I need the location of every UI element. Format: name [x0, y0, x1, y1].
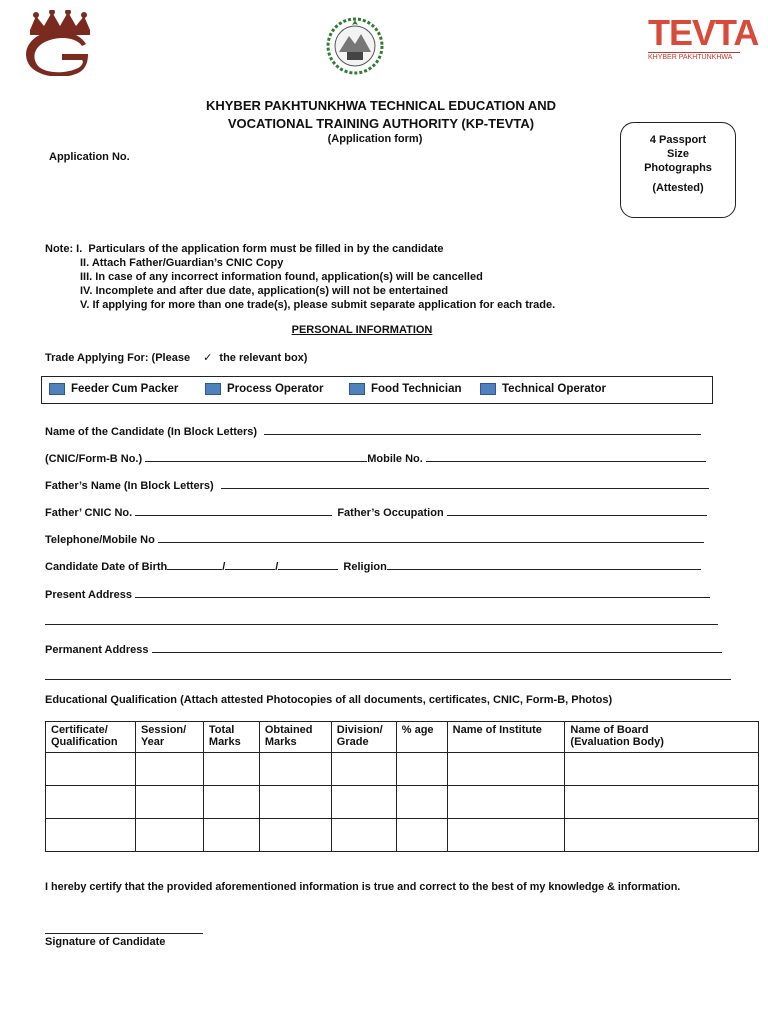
trade-option-process-operator[interactable] [205, 383, 324, 395]
application-no-label: Application No. [49, 151, 130, 163]
field-father-cnic [45, 503, 707, 519]
telephone-label: Telephone/Mobile No [45, 534, 155, 546]
table-cell[interactable] [447, 753, 565, 786]
mobile-label: Mobile No. [367, 453, 423, 465]
note-item: III. In case of any incorrect information found, application(s) will be cancelled [80, 271, 483, 283]
present-address-line2[interactable] [45, 624, 718, 625]
section-title: PERSONAL INFORMATION [291, 324, 433, 336]
header-subtitle: (Application form) [327, 133, 423, 145]
field-telephone [45, 530, 704, 546]
table-cell[interactable] [259, 819, 331, 852]
note-prefix: Note: I. [45, 243, 83, 255]
permanent-address-label: Permanent Address [45, 644, 149, 656]
dob-separator: / [275, 561, 279, 573]
father-occupation-label: Father’s Occupation [337, 507, 444, 519]
table-cell[interactable] [331, 753, 396, 786]
signature-label: Signature of Candidate [45, 936, 166, 948]
photo-box-line1: 4 Passport [649, 134, 707, 146]
dob-month-line[interactable] [225, 557, 275, 570]
father-occupation-input-line[interactable] [447, 503, 707, 516]
telephone-input-line[interactable] [158, 530, 704, 543]
note-item: IV. Incomplete and after due date, application(s) will not be entertained [80, 285, 449, 297]
photo-box-line4: (Attested) [652, 182, 704, 194]
note-text: Particulars of the application form must be filled in by the candidate [88, 243, 444, 255]
permanent-address-line2[interactable] [45, 679, 731, 680]
table-header-cell: Division/ Grade [331, 722, 396, 753]
table-cell[interactable] [331, 786, 396, 819]
note-item: II. Attach Father/Guardian’s CNIC Copy [80, 257, 284, 269]
table-header-cell: Obtained Marks [259, 722, 331, 753]
table-cell[interactable] [135, 819, 203, 852]
checkbox-icon[interactable] [349, 383, 365, 395]
field-father-name [45, 476, 709, 492]
table-cell[interactable] [203, 753, 259, 786]
education-title: Educational Qualification (Attach attested Photocopies of all documents, certificates, CNIC, Form-B, Photos) [45, 694, 613, 706]
signature-line[interactable] [45, 933, 203, 934]
table-cell[interactable] [447, 819, 565, 852]
cnic-input-line[interactable] [145, 449, 367, 462]
trade-option-food-technician[interactable] [349, 383, 462, 395]
kp-emblem [325, 16, 385, 76]
table-cell[interactable] [565, 753, 759, 786]
father-name-input-line[interactable] [221, 476, 709, 489]
table-cell[interactable] [46, 786, 136, 819]
field-name [45, 422, 701, 438]
trade-label-before: Trade Applying For: (Please [45, 352, 191, 364]
checkbox-icon[interactable] [480, 383, 496, 395]
table-cell[interactable] [46, 819, 136, 852]
cnic-label: (CNIC/Form-B No.) [45, 453, 143, 465]
trade-label-after: the relevant box) [219, 352, 308, 364]
tevta-logo [648, 12, 759, 66]
field-present-address [45, 585, 710, 601]
table-header-cell: Certificate/ Qualification [46, 722, 136, 753]
photo-box-line2: Size [666, 148, 689, 160]
dob-day-line[interactable] [167, 557, 222, 570]
note-item [45, 242, 555, 256]
table-cell[interactable] [259, 786, 331, 819]
religion-input-line[interactable] [387, 557, 701, 570]
table-cell[interactable] [447, 786, 565, 819]
trade-option-label: Process Operator [227, 383, 324, 396]
table-cell[interactable] [135, 753, 203, 786]
education-table [45, 721, 759, 852]
table-cell[interactable] [203, 786, 259, 819]
tevta-logo-text: TEVTA [648, 12, 759, 53]
table-cell[interactable] [565, 786, 759, 819]
trade-option-label: Feeder Cum Packer [71, 383, 179, 396]
header-line1: KHYBER PAKHTUNKHWA TECHNICAL EDUCATION AND [205, 98, 557, 113]
table-header-cell: Session/ Year [135, 722, 203, 753]
tevta-logo-subtitle: KHYBER PAKHTUNKHWA [648, 52, 740, 61]
field-dob [45, 557, 701, 573]
mobile-input-line[interactable] [426, 449, 706, 462]
table-header-cell: Name of Board (Evaluation Body) [565, 722, 759, 753]
trade-option-feeder-cum-packer[interactable] [49, 383, 178, 395]
table-row [46, 753, 759, 786]
table-row [46, 819, 759, 852]
dob-label: Candidate Date of Birth [45, 561, 168, 573]
table-header-cell: Name of Institute [447, 722, 565, 753]
table-cell[interactable] [203, 819, 259, 852]
present-address-label: Present Address [45, 589, 133, 601]
trade-option-technical-operator[interactable] [480, 383, 606, 395]
trade-option-label: Technical Operator [502, 383, 606, 396]
table-cell[interactable] [259, 753, 331, 786]
trade-option-label: Food Technician [371, 383, 462, 396]
checkbox-icon[interactable] [49, 383, 65, 395]
header-line2: VOCATIONAL TRAINING AUTHORITY (KP-TEVTA) [227, 116, 535, 131]
note-item: V. If applying for more than one trade(s), please submit separate application for each trade. [80, 299, 556, 311]
checkbox-icon[interactable] [205, 383, 221, 395]
notes-block [45, 242, 555, 312]
field-permanent-address [45, 640, 722, 656]
table-cell[interactable] [396, 786, 447, 819]
dob-separator: / [222, 561, 226, 573]
photo-box-line3: Photographs [644, 162, 712, 174]
dob-year-line[interactable] [278, 557, 338, 570]
table-header-cell: % age [396, 722, 447, 753]
table-cell[interactable] [565, 819, 759, 852]
table-row [46, 786, 759, 819]
trade-label [45, 351, 307, 364]
father-cnic-label: Father’ CNIC No. [45, 507, 133, 519]
checkmark-icon: ✓ [203, 352, 213, 364]
table-cell[interactable] [396, 819, 447, 852]
photo-box [620, 122, 736, 218]
table-cell[interactable] [46, 753, 136, 786]
religion-label: Religion [343, 561, 387, 573]
table-cell[interactable] [135, 786, 203, 819]
table-header-row [46, 722, 759, 753]
trade-options-box [41, 376, 713, 404]
table-cell[interactable] [396, 753, 447, 786]
father-cnic-input-line[interactable] [135, 503, 332, 516]
name-input-line[interactable] [264, 422, 701, 435]
certification-text: I hereby certify that the provided aforementioned information is true and correct to the best of my knowledge & information. [45, 881, 681, 893]
father-name-label: Father’s Name (In Block Letters) [45, 480, 214, 492]
permanent-address-input-line[interactable] [152, 640, 722, 653]
table-header-cell: Total Marks [203, 722, 259, 753]
crown-logo [22, 10, 98, 76]
field-name-label: Name of the Candidate (In Block Letters) [45, 426, 258, 438]
present-address-input-line[interactable] [135, 585, 710, 598]
field-cnic [45, 449, 706, 465]
table-cell[interactable] [331, 819, 396, 852]
